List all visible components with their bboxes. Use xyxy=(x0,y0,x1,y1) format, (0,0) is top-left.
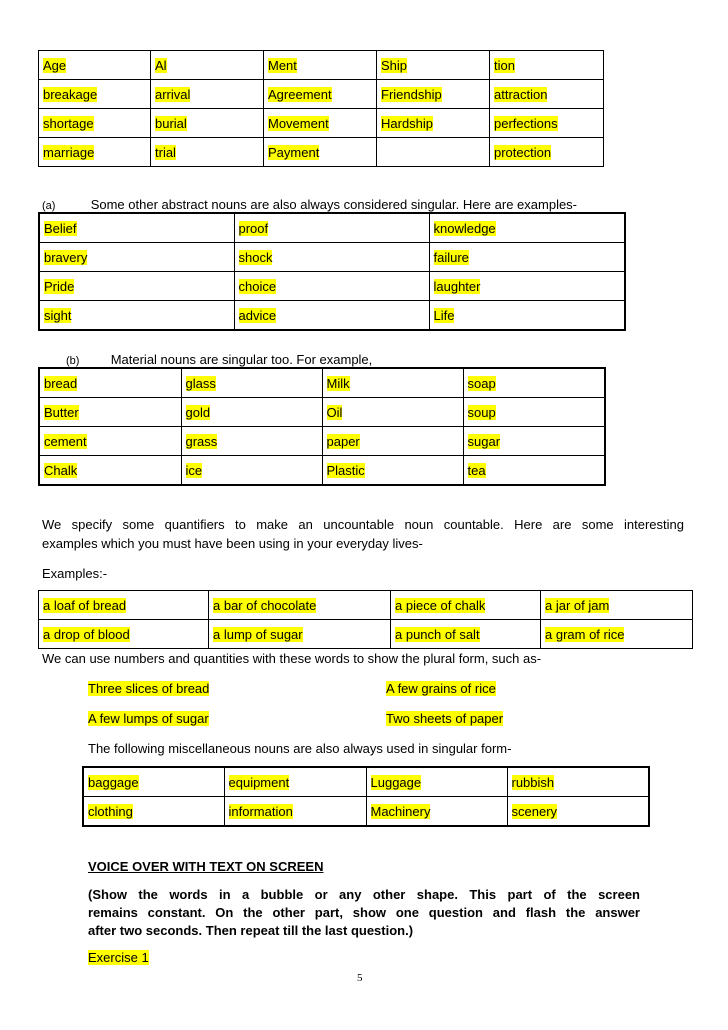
quantifier-paragraph-line-2: examples which you must have been using in your everyday lives- xyxy=(42,536,423,551)
table-cell xyxy=(39,591,209,620)
table-cell xyxy=(151,80,264,109)
table-cell xyxy=(429,301,625,331)
table-cell xyxy=(507,797,649,827)
cell-text: a gram of rice xyxy=(545,626,625,642)
table-cell xyxy=(264,138,377,167)
table-cell xyxy=(39,80,151,109)
cell-text: Chalk xyxy=(44,462,78,478)
cell-text: burial xyxy=(155,115,187,131)
table-row xyxy=(39,398,605,427)
cell-text: tion xyxy=(494,57,515,73)
table-cell xyxy=(209,620,391,649)
section-b-marker: (b) xyxy=(66,355,80,367)
section-a-text: Some other abstract nouns are also always considered singular. Here are examples- xyxy=(90,197,578,212)
table-cell xyxy=(209,591,391,620)
cell-text: proof xyxy=(238,220,269,236)
table-cell xyxy=(39,456,181,486)
table-cell xyxy=(83,767,224,797)
cell-text: Machinery xyxy=(370,803,431,819)
abstract-nouns-table xyxy=(38,212,626,331)
cell-text: knowledge xyxy=(433,220,496,236)
table-row xyxy=(39,243,625,272)
suffix-table-body xyxy=(39,51,604,167)
cell-text: a punch of salt xyxy=(395,626,480,642)
table-cell xyxy=(39,301,234,331)
table-cell xyxy=(429,213,625,243)
cell-text: Oil xyxy=(326,404,343,420)
table-cell xyxy=(181,427,322,456)
cell-text: protection xyxy=(494,144,552,160)
cell-text: Agreement xyxy=(268,86,332,102)
cell-text: breakage xyxy=(43,86,98,102)
table-cell xyxy=(264,80,377,109)
table-cell xyxy=(463,456,605,486)
instructions-line-3: after two seconds. Then repeat till the last question.) xyxy=(88,923,414,938)
exercise-label-text: Exercise 1 xyxy=(88,950,149,965)
table-cell xyxy=(39,368,181,398)
section-b-heading xyxy=(66,352,372,367)
table-cell xyxy=(234,243,429,272)
cell-text: Pride xyxy=(44,278,75,294)
cell-text: equipment xyxy=(228,774,290,790)
table-cell xyxy=(234,272,429,301)
table-cell xyxy=(39,427,181,456)
table-row xyxy=(39,109,604,138)
table-cell xyxy=(83,797,224,827)
table-cell xyxy=(224,767,366,797)
section-b-text: Material nouns are singular too. For example, xyxy=(110,352,373,367)
table-cell xyxy=(234,213,429,243)
cell-text: Payment xyxy=(268,144,320,160)
cell-text: advice xyxy=(238,307,277,323)
plural-example-right-1 xyxy=(386,681,496,696)
cell-text: rubbish xyxy=(511,774,555,790)
cell-text: gold xyxy=(185,404,211,420)
cell-text: paper xyxy=(326,433,360,449)
cell-text: Luggage xyxy=(370,774,422,790)
table-cell xyxy=(39,213,234,243)
table-cell xyxy=(490,51,604,80)
table-cell xyxy=(151,138,264,167)
table-row xyxy=(39,427,605,456)
cell-text: Ship xyxy=(381,57,408,73)
cell-text: Friendship xyxy=(381,86,442,102)
cell-text: Ment xyxy=(268,57,297,73)
table-cell xyxy=(490,138,604,167)
plural-example-text: Two sheets of paper xyxy=(386,711,504,726)
table-cell xyxy=(151,109,264,138)
cell-text: Movement xyxy=(268,115,329,131)
cell-text: a drop of blood xyxy=(43,626,130,642)
table-row xyxy=(39,51,604,80)
table-cell xyxy=(181,398,322,427)
cell-text: soap xyxy=(467,375,496,391)
table-cell xyxy=(507,767,649,797)
plural-example-right-2 xyxy=(386,711,503,726)
table-cell xyxy=(463,368,605,398)
cell-text: Life xyxy=(433,307,455,323)
table-cell xyxy=(39,272,234,301)
cell-text: bread xyxy=(44,375,78,391)
table-cell xyxy=(322,456,463,486)
plural-example-text: Three slices of bread xyxy=(88,681,210,696)
examples-label: Examples:- xyxy=(42,566,108,581)
misc-nouns-table-body xyxy=(83,767,649,826)
cell-text: Milk xyxy=(326,375,350,391)
suffix-table xyxy=(38,50,604,167)
table-cell xyxy=(39,51,151,80)
cell-text: choice xyxy=(238,278,277,294)
cell-text: a piece of chalk xyxy=(395,597,486,613)
voice-over-heading: VOICE OVER WITH TEXT ON SCREEN xyxy=(88,859,324,874)
table-row xyxy=(39,620,693,649)
cell-text: clothing xyxy=(88,803,133,819)
cell-text: bravery xyxy=(44,249,88,265)
table-cell xyxy=(151,51,264,80)
cell-text: shock xyxy=(238,249,273,265)
table-cell xyxy=(39,138,151,167)
table-row xyxy=(39,272,625,301)
plural-example-text: A few grains of rice xyxy=(386,681,496,696)
cell-text: scenery xyxy=(511,803,558,819)
table-cell xyxy=(366,767,507,797)
cell-text: a loaf of bread xyxy=(43,597,127,613)
page-number: 5 xyxy=(357,972,363,984)
table-cell xyxy=(39,109,151,138)
table-cell xyxy=(463,398,605,427)
table-cell xyxy=(377,80,490,109)
table-cell xyxy=(377,138,490,167)
table-row xyxy=(83,797,649,827)
table-cell xyxy=(264,51,377,80)
cell-text: failure xyxy=(433,249,469,265)
table-cell xyxy=(234,301,429,331)
cell-text: Belief xyxy=(44,220,77,236)
cell-text: marriage xyxy=(43,144,95,160)
table-row xyxy=(83,767,649,797)
table-cell xyxy=(463,427,605,456)
table-cell xyxy=(391,620,541,649)
table-row xyxy=(39,456,605,486)
cell-text: a jar of jam xyxy=(545,597,610,613)
cell-text: sugar xyxy=(467,433,501,449)
table-cell xyxy=(224,797,366,827)
table-cell xyxy=(541,620,693,649)
table-cell xyxy=(490,109,604,138)
instructions-line-2: remains constant. On the other part, show one question and flash the answer xyxy=(88,905,640,920)
cell-text: arrival xyxy=(155,86,191,102)
section-a-marker: (a) xyxy=(42,200,56,212)
table-row xyxy=(39,591,693,620)
misc-nouns-table xyxy=(82,766,650,827)
plural-example-left-2 xyxy=(88,711,209,726)
table-cell xyxy=(39,243,234,272)
table-cell xyxy=(429,272,625,301)
table-cell xyxy=(541,591,693,620)
table-cell xyxy=(377,109,490,138)
table-cell xyxy=(391,591,541,620)
cell-text: Hardship xyxy=(381,115,434,131)
instructions-line-1: (Show the words in a bubble or any other shape. This part of the screen xyxy=(88,887,640,902)
plural-example-text: A few lumps of sugar xyxy=(88,711,209,726)
table-cell xyxy=(181,456,322,486)
table-row xyxy=(39,368,605,398)
table-cell xyxy=(264,109,377,138)
table-cell xyxy=(377,51,490,80)
table-cell xyxy=(490,80,604,109)
cell-text: ice xyxy=(185,462,203,478)
cell-text: information xyxy=(228,803,293,819)
cell-text: grass xyxy=(185,433,218,449)
cell-text: Plastic xyxy=(326,462,365,478)
cell-text: Age xyxy=(43,57,67,73)
cell-text: soup xyxy=(467,404,496,420)
cell-text: a lump of sugar xyxy=(213,626,303,642)
cell-text: shortage xyxy=(43,115,94,131)
table-cell xyxy=(429,243,625,272)
cell-text: tea xyxy=(467,462,486,478)
cell-text: attraction xyxy=(494,86,548,102)
table-cell xyxy=(322,368,463,398)
table-cell xyxy=(366,797,507,827)
cell-text: a bar of chocolate xyxy=(213,597,317,613)
plural-example-left-1 xyxy=(88,681,209,696)
table-row xyxy=(39,80,604,109)
material-nouns-table-body xyxy=(39,368,605,485)
cell-text: trial xyxy=(155,144,176,160)
plural-text: We can use numbers and quantities with these words to show the plural form, such as- xyxy=(42,651,542,666)
table-row xyxy=(39,138,604,167)
table-cell xyxy=(39,398,181,427)
exercise-label xyxy=(88,950,149,965)
section-a-heading xyxy=(42,197,577,212)
quantifier-table-body xyxy=(39,591,693,649)
abstract-nouns-table-body xyxy=(39,213,625,330)
cell-text: glass xyxy=(185,375,216,391)
table-cell xyxy=(39,620,209,649)
table-row xyxy=(39,301,625,331)
misc-text: The following miscellaneous nouns are also always used in singular form- xyxy=(88,741,512,756)
table-cell xyxy=(181,368,322,398)
cell-text: sight xyxy=(44,307,72,323)
cell-text: cement xyxy=(44,433,87,449)
table-row xyxy=(39,213,625,243)
table-cell xyxy=(322,427,463,456)
quantifier-paragraph-line-1: We specify some quantifiers to make an uncountable noun countable. Here are some interesting xyxy=(42,517,684,532)
material-nouns-table xyxy=(38,367,606,486)
cell-text: laughter xyxy=(433,278,481,294)
cell-text: baggage xyxy=(88,774,139,790)
quantifier-table xyxy=(38,590,693,649)
table-cell xyxy=(322,398,463,427)
cell-text: perfections xyxy=(494,115,558,131)
cell-text: Al xyxy=(155,57,167,73)
cell-text: Butter xyxy=(44,404,79,420)
